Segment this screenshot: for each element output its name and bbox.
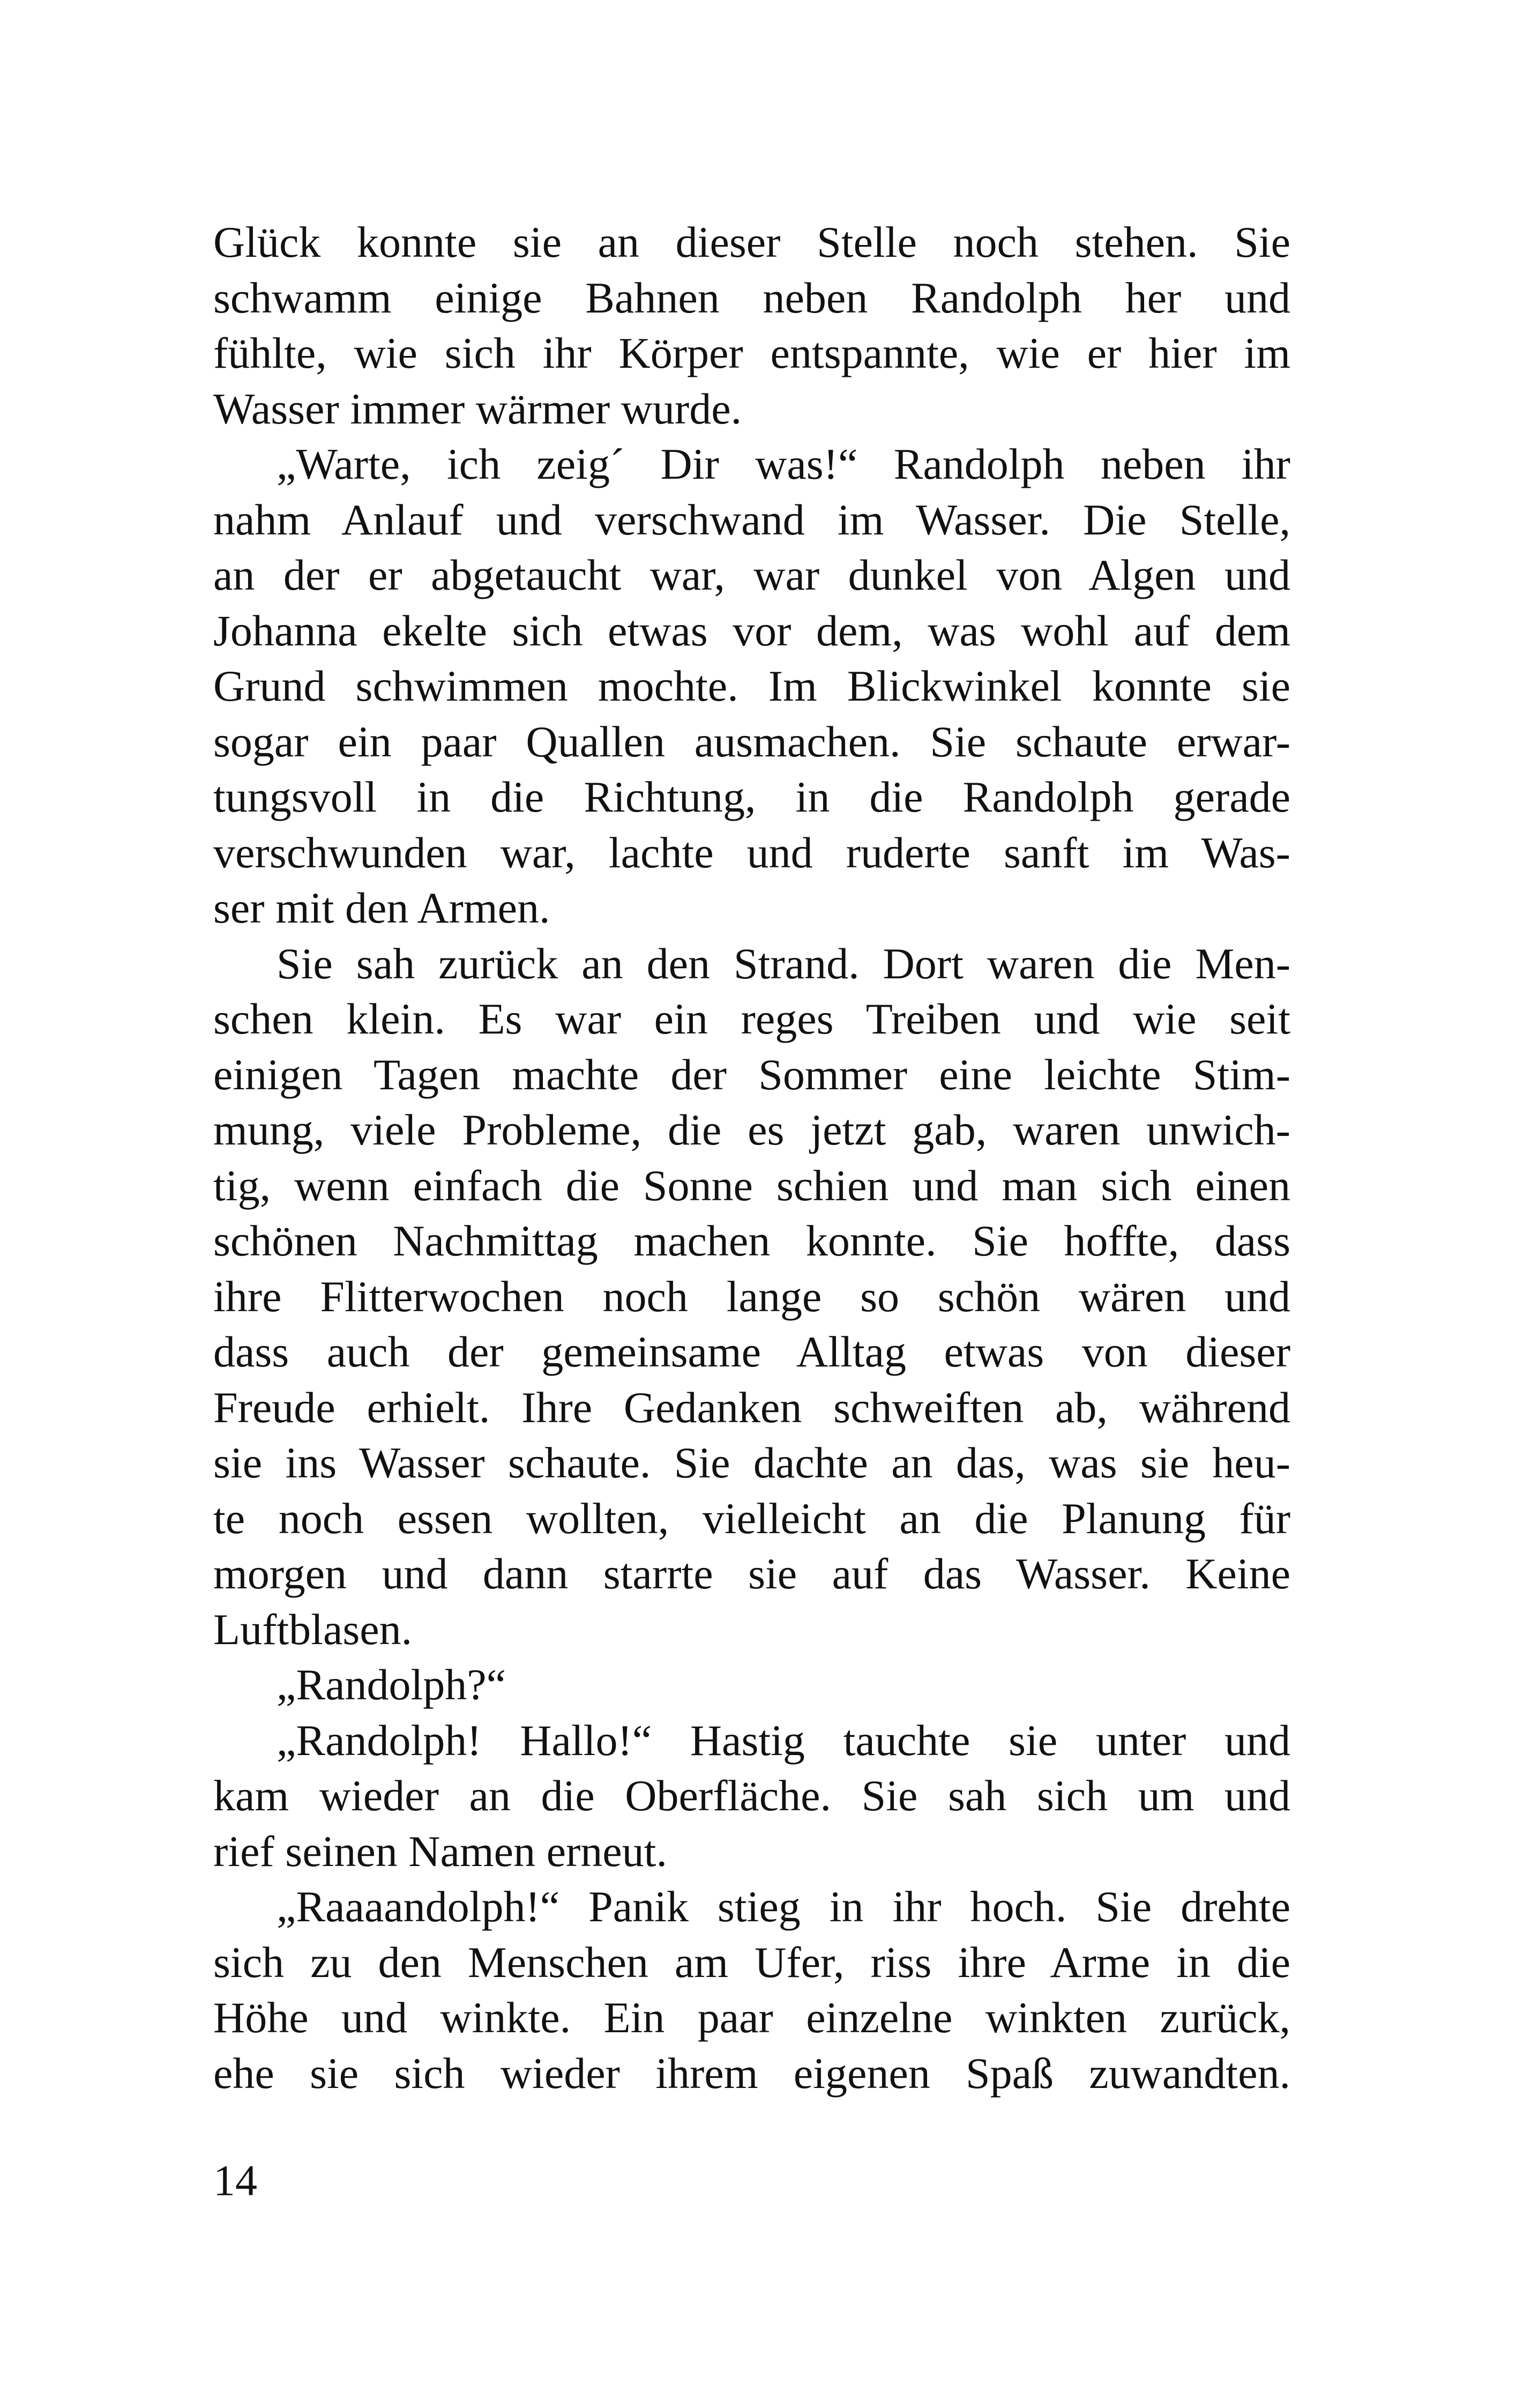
text-line: tig, wenn einfach die Sonne schien und man sich einen xyxy=(213,1161,1290,1210)
text-line: te noch essen wollten, vielleicht an die Planung für xyxy=(213,1493,1290,1543)
text-line: Wasser immer wärmer wurde. xyxy=(213,384,742,433)
text-line: mung, viele Probleme, die es jetzt gab, waren unwich- xyxy=(213,1105,1290,1154)
text-line: ehe sie sich wieder ihrem eigenen Spaß zuwandten. xyxy=(213,2048,1290,2098)
text-line: rief seinen Namen erneut. xyxy=(213,1826,667,1876)
page-number: 14 xyxy=(213,2156,257,2205)
text-line: sie ins Wasser schaute. Sie dachte an das, was sie heu- xyxy=(213,1438,1290,1487)
text-line: morgen und dann starrte sie auf das Wasser. Keine xyxy=(213,1549,1290,1598)
text-line: sogar ein paar Quallen ausmachen. Sie schaute erwar- xyxy=(213,717,1290,766)
text-line: „Warte, ich zeig´ Dir was!“ Randolph neben ihr xyxy=(277,440,1290,488)
body-text xyxy=(213,214,1290,2101)
text-line: verschwunden war, lachte und ruderte sanft im Was- xyxy=(213,828,1290,877)
text-line: nahm Anlauf und verschwand im Wasser. Die Stelle, xyxy=(213,495,1290,544)
text-line: Grund schwimmen mochte. Im Blickwinkel konnte sie xyxy=(213,662,1290,710)
text-line: einigen Tagen machte der Sommer eine leichte Stim- xyxy=(213,1050,1290,1099)
text-line: Höhe und winkte. Ein paar einzelne winkten zurück, xyxy=(213,1993,1290,2042)
text-line: Sie sah zurück an den Strand. Dort waren die Men- xyxy=(277,939,1290,988)
text-line: Glück konnte sie an dieser Stelle noch stehen. Sie xyxy=(213,218,1290,266)
text-line: ser mit den Armen. xyxy=(213,883,550,932)
text-line: „Randolph! Hallo!“ Hastig tauchte sie unter und xyxy=(277,1715,1290,1765)
text-line: Freude erhielt. Ihre Gedanken schweiften ab, während xyxy=(213,1383,1290,1432)
text-line: schen klein. Es war ein reges Treiben und wie seit xyxy=(213,994,1290,1043)
text-line: fühlte, wie sich ihr Körper entspannte, wie er hier im xyxy=(213,329,1290,377)
text-line: „Raaaandolph!“ Panik stieg in ihr hoch. Sie drehte xyxy=(277,1882,1290,1931)
text-line: „Randolph?“ xyxy=(277,1660,506,1709)
text-line: an der er abgetaucht war, war dunkel von Algen und xyxy=(213,551,1290,599)
text-line: tungsvoll in die Richtung, in die Randolph gerade xyxy=(213,772,1290,821)
text-line: kam wieder an die Oberfläche. Sie sah sich um und xyxy=(213,1771,1290,1820)
text-line: schönen Nachmittag machen konnte. Sie hoffte, dass xyxy=(213,1216,1290,1265)
text-line: ihre Flitterwochen noch lange so schön wären und xyxy=(213,1272,1290,1321)
text-line: sich zu den Menschen am Ufer, riss ihre Arme in die xyxy=(213,1937,1290,1987)
text-line: schwamm einige Bahnen neben Randolph her und xyxy=(213,273,1290,322)
text-line: Luftblasen. xyxy=(213,1604,413,1654)
text-line: Johanna ekelte sich etwas vor dem, was wohl auf dem xyxy=(213,606,1290,655)
text-line: dass auch der gemeinsame Alltag etwas von dieser xyxy=(213,1327,1290,1376)
